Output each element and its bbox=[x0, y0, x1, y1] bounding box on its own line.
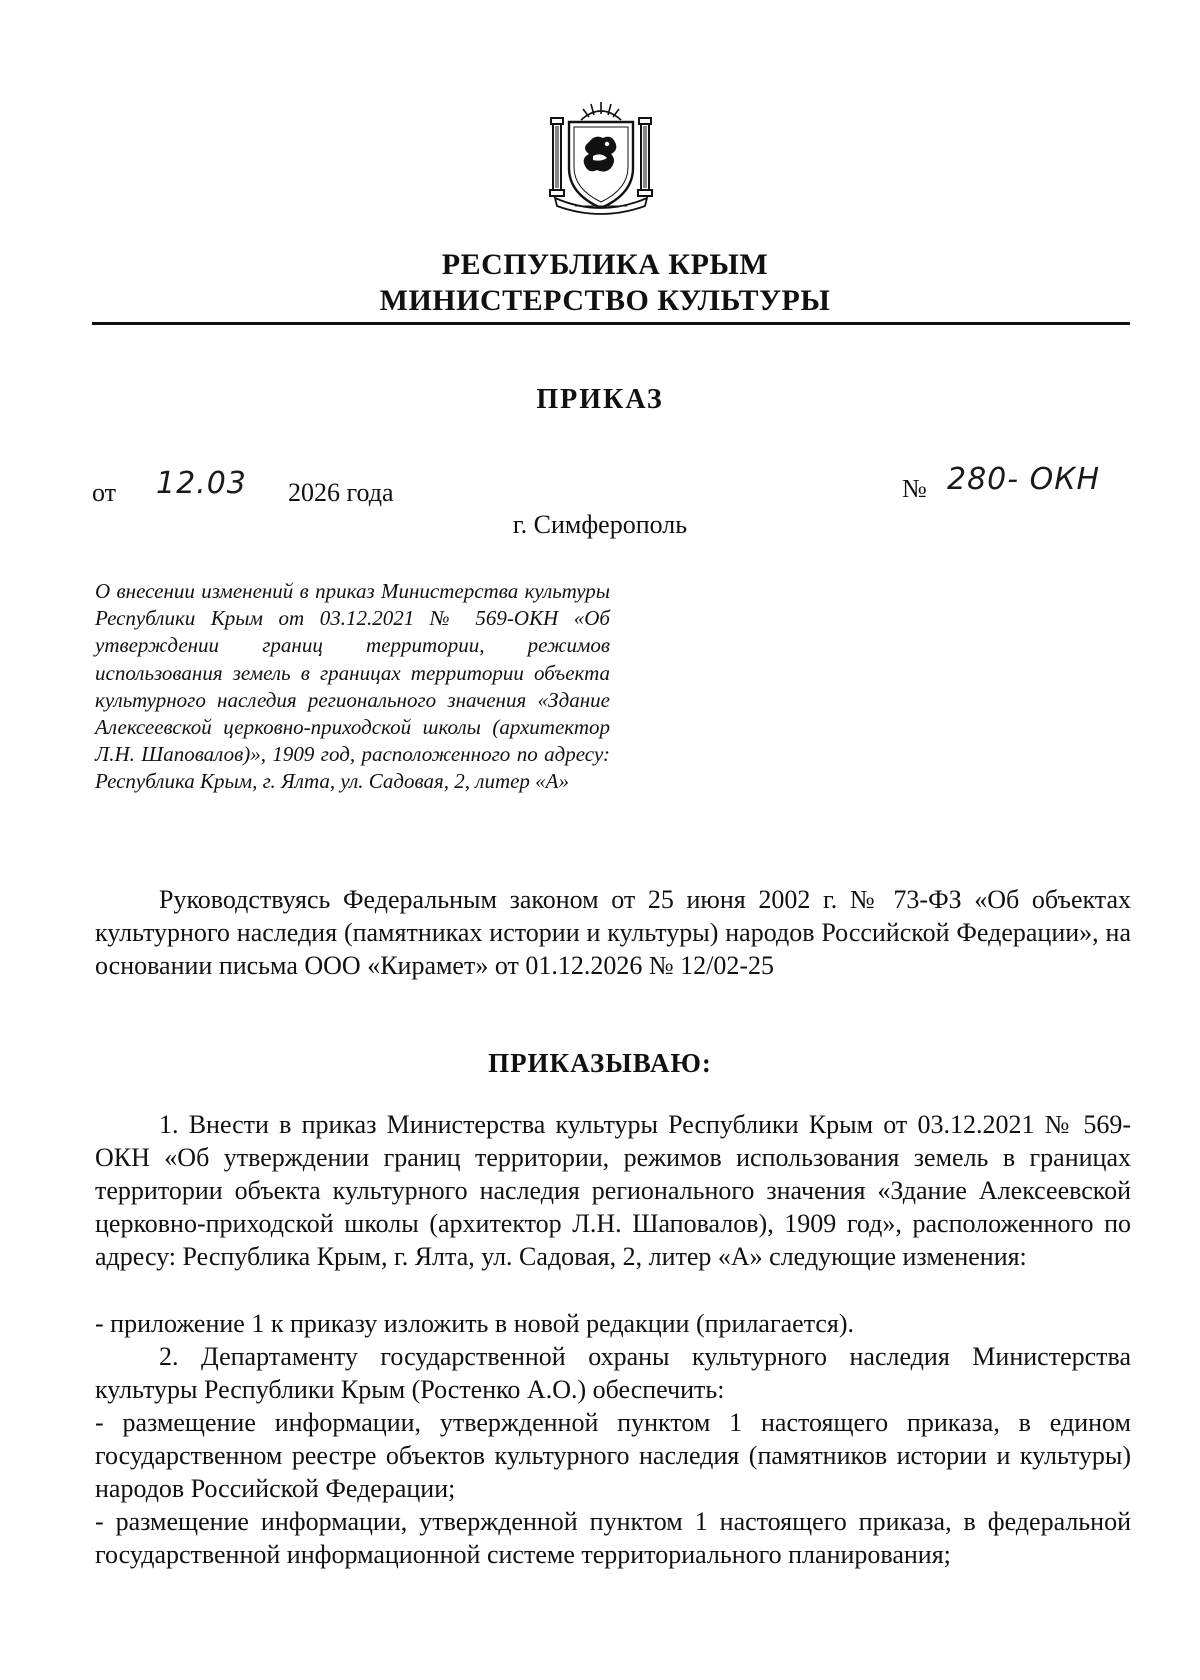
paragraph-2: 2. Департаменту государственной охраны культурного наследия Министерства культуры Республики Крым (Ростенко А.О.) обеспечить: bbox=[95, 1342, 1131, 1404]
paragraph-2-item-1: - размещение информации, утвержденной пунктом 1 настоящего приказа, в едином государственном реестре объектов культурного наследия (памятников истории и культуры) народов Российской Федерации; bbox=[95, 1408, 1131, 1503]
header-divider bbox=[92, 322, 1130, 325]
city: г. Симферополь bbox=[512, 510, 688, 539]
paragraph-2-item-2: - размещение информации, утвержденной пунктом 1 настоящего приказа, в федеральной государственной информационной системе территориального планирования; bbox=[95, 1507, 1131, 1569]
orders-heading: ПРИКАЗЫВАЮ: bbox=[488, 1048, 712, 1078]
order-subject: О внесении изменений в приказ Министерства культуры Республики Крым от 03.12.2021 № 569-ОКН «Об утверждении границ территории, режимов использования земель в границах территории объекта культурного наследия регионального значения «Здание Алексеевской церковно-приходской школы (архитектор Л.Н. Шаповалов)», 1909 год, расположенного по адресу: Республика Крым, г. Ялта, ул. Садовая, 2, литер «А» bbox=[95, 579, 610, 794]
order-title: ПРИКАЗ bbox=[536, 384, 664, 415]
date-year: 2026 года bbox=[288, 478, 394, 507]
date-handwritten: 12.03 bbox=[156, 466, 247, 501]
number-sign: № bbox=[902, 474, 927, 503]
crimea-coat-of-arms-icon bbox=[545, 98, 657, 216]
paragraph-1: 1. Внести в приказ Министерства культуры Республики Крым от 03.12.2021 № 569-ОКН «Об утверждении границ территории, режимов использования земель в границах территории объекта культурного наследия регионального значения «Здание Алексеевской церковно-приходской школы (архитектор Л.Н. Шаповалов), 1909 год», расположенного по адресу: Республика Крым, г. Ялта, ул. Садовая, 2, литер «А» следующие изменения: bbox=[95, 1110, 1131, 1271]
order-number-handwritten: 280- ОКН bbox=[947, 462, 1101, 497]
header-ministry: МИНИСТЕРСТВО КУЛЬТУРЫ bbox=[379, 284, 831, 317]
date-prefix: от bbox=[92, 478, 117, 507]
header-republic: РЕСПУБЛИКА КРЫМ bbox=[441, 248, 769, 281]
paragraph-1-item: - приложение 1 к приказу изложить в новой редакции (прилагается). bbox=[95, 1309, 855, 1338]
intro-paragraph: Руководствуясь Федеральным законом от 25 июня 2002 г. № 73-ФЗ «Об объектах культурного наследия (памятниках истории и культуры) народов Российской Федерации», на основании письма ООО «Кирамет» от 01.12.2026 № 12/02-25 bbox=[95, 885, 1131, 980]
